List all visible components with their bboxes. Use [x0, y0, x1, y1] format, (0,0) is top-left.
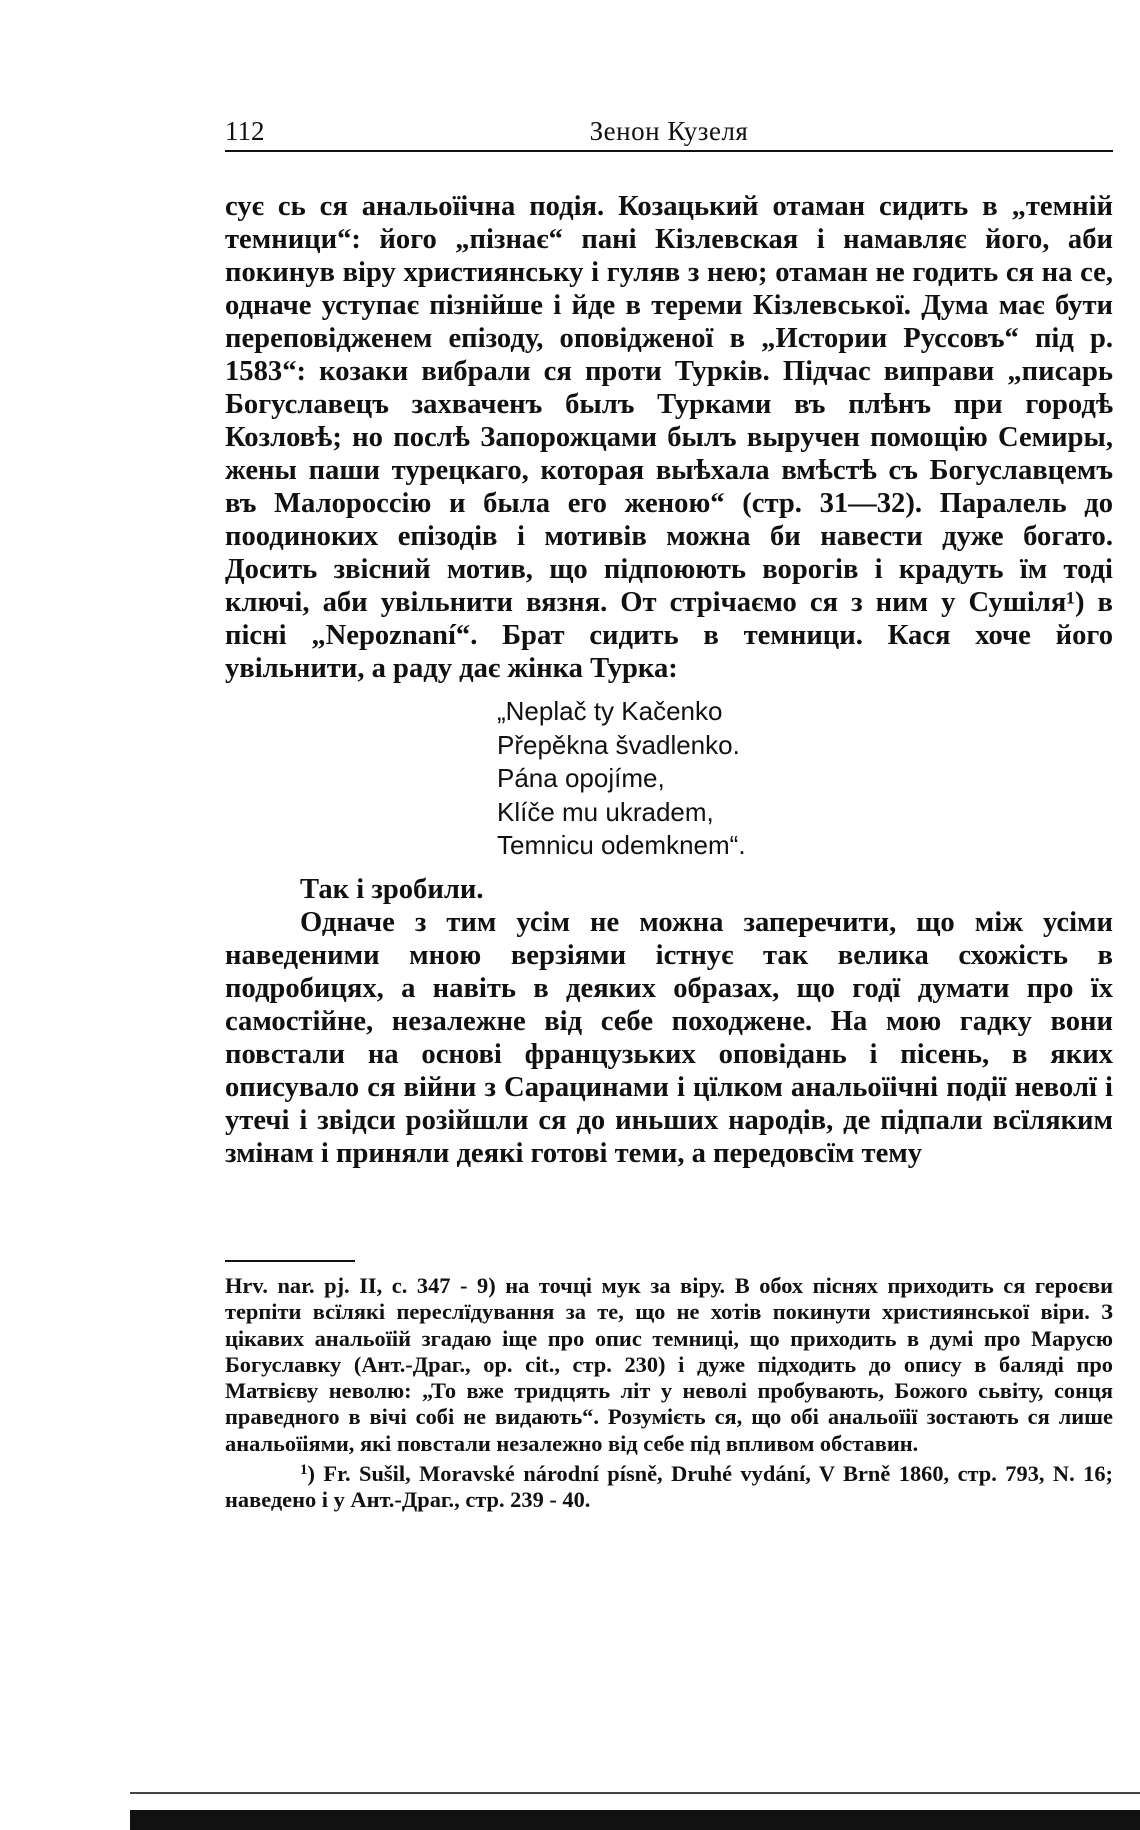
header-rule: [225, 150, 1113, 152]
poem-line-4: Klíče mu ukradem,: [497, 796, 714, 827]
footnote-1-text: ) Fr. Sušil, Moravské národní písně, Druhé vydání, V Brně 1860, стр. 793, N. 16; наведено і у Ант.-Драг., стр. 239 - 40.: [225, 1461, 1113, 1513]
paragraph-1: сує сь ся анальоїічна подія. Козацький отаман сидить в „темній темници“: його „пізнає“ пані Кізлевская і намавляє його, аби покинув віру християнську і гуляв з нею; отаман не годить ся на се, одначе уступає пізнійше і йде в тереми Кізлевської. Дума має бути переповідженем епізоду, оповідженої в „Истории Руссовъ“ під р. 1583“: козаки вибрали ся проти Турків. Підчас виправи „писарь Богуславецъ захваченъ былъ Турками въ плѣнъ при городѣ Козловѣ; но послѣ Запорожцами былъ выручен помощію Семиры, жены паши турецкаго, которая выѣхала вмѣстѣ съ Богуславцемъ въ Малороссію и была его женою“ (стр. 31—32). Паралель до поодиноких епізодів і мотивів можна би навести дуже богато. Досить звісний мотив, що підпоюють ворогів і крадуть їм тоді ключі, аби увільнити вязня. От стрічаємо ся з ним у Сушіля¹) в пісні „Nepoznaní“. Брат сидить в темници. Кася хоче його увільнити, а раду дає жінка Турка:: [225, 191, 1113, 684]
footnote-continuation: Hrv. nar. pj. II, с. 347 - 9) на точці мук за віру. В обох піснях приходить ся героєви терпіти всїлякі переслїдування за те, що не хотів покинути християнської віри. З цікавих анальоїій згадаю іще про опис темниці, що приходить в думі про Марусю Богуславку (Ант.-Драг., op. cit., стр. 230) і дуже підходить до опису в баляді про Матвієву неволю: „То вже тридцять літ у неволі пробувають, Божого сьвіту, сонця праведного в вічі собі не видають“. Розумієть ся, що обі анальоїії зостають ся лише анальоїіями, які повстали незалежно від себе під впливом обставин.: [225, 1273, 1113, 1456]
poem-line-3: Pána opojíme,: [497, 763, 665, 793]
scan-bottom-edge: [130, 1792, 1140, 1794]
footnote-rule: [225, 1260, 355, 1262]
running-title: Зенон Кузеля: [589, 116, 749, 146]
footnote-1: [225, 1457, 1113, 1514]
scan-bottom-band: [130, 1810, 1140, 1830]
page-header: [225, 116, 1113, 148]
footnote-1-marker: 1: [300, 1462, 308, 1479]
paragraph-2: Так і зробили.: [300, 873, 484, 905]
page-number: 112: [225, 116, 265, 146]
footnotes: [225, 1273, 1113, 1514]
poem: [497, 695, 1113, 863]
poem-line-1: „Neplač ty Kačenko: [497, 696, 723, 726]
main-text: [225, 190, 1113, 1170]
paragraph-3: Одначе з тим усім не можна заперечити, що між усіми наведеними мною верзіями істнує так велика схожість в подробицях, а навіть в деяких образах, що годї думати про їх самостійне, незалежне від себе походжене. На мою гадку вони повстали на основі французьких оповідань і пісень, в яких описувало ся війни з Сарацинами і цїлком анальоїічні події неволї і утечі і звідси розійшли ся до иньших народів, де підпали всїляким змінам і приняли деякі готові теми, а передовсїм тему: [225, 906, 1113, 1169]
poem-line-2: Přepěkna švadlenko.: [497, 729, 740, 760]
poem-line-5: Temnicu odemknem“.: [497, 830, 746, 860]
